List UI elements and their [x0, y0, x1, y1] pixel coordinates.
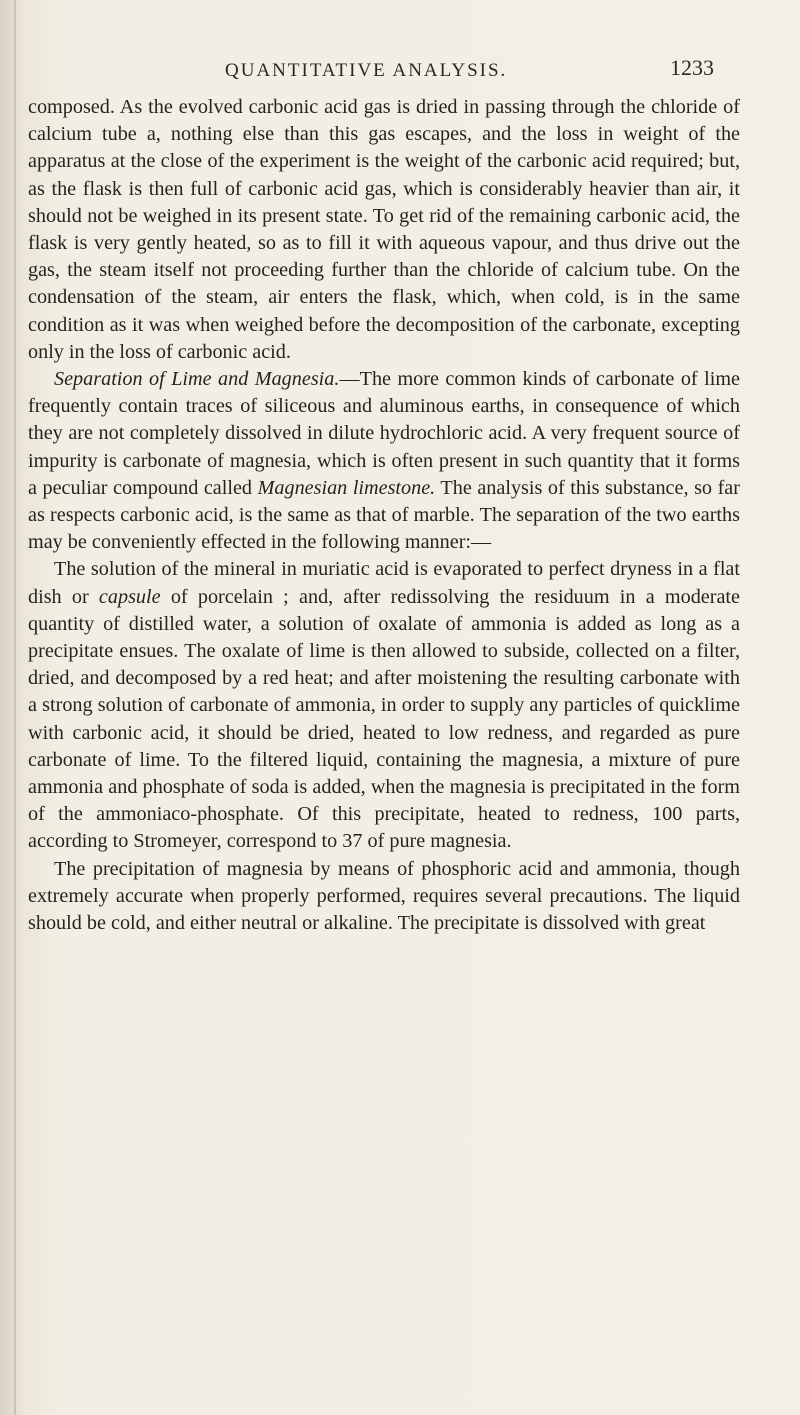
term-magnesian-limestone: Magnesian limestone. [257, 476, 436, 499]
paragraph-precipitation: The precipitation of magnesia by means of phosphoric acid and ammonia, though extremely accurate when properly performed, requires several precautions. The liquid should be cold, and either neutral or alkaline. The precipitate is dissolved with great [28, 857, 740, 935]
page-number: 1233 [670, 55, 714, 80]
paragraph-carbonic-acid: composed. As the evolved carbonic acid gas is dried in passing through the chloride of calcium tube a, nothing else than this gas escapes, and the loss in weight of the apparatus at the close of the experiment is the weight of the carbonic acid required; but, as the flask is then full of carbonic acid gas, which is considerably heavier than air, it should not be weighed in its present state. To get rid of the remaining carbonic acid, the flask is very gently heated, so as to fill it with aqueous vapour, and thus drive out the gas, the steam itself not proceeding further than the chloride of calcium tube. On the condensation of the steam, air enters the flask, which, when cold, is in the same condition as it was when weighed before the decomposition of the carbonate, excepting only in the loss of carbonic acid. [28, 96, 740, 363]
running-title: QUANTITATIVE ANALYSIS. [225, 60, 508, 81]
paragraph-lime-magnesia-text-a: —The more common kinds of carbonate of lime frequently contain traces of siliceous and aluminous earths, in consequence of which they are not completely dissolved in dilute hydrochloric acid. A very frequent source of impurity is carbonate of magnesia, which is often present in such quantity that it forms a peculiar compound called [28, 368, 740, 499]
paragraph-solution-text-a: The solution of the mineral in muriatic acid is evaporated to perfect dryness in a flat dish or [28, 558, 740, 608]
paragraph-lime-magnesia-text-b: The analysis of this substance, so far as respects carbonic acid, is the same as that of marble. The separation of the two earths may be conveniently effected in the following manner:— [28, 476, 740, 554]
paragraph-solution-text-b: of porcelain ; and, after redissolving the residuum in a moderate quantity of distilled water, a solution of oxalate of ammonia is added as long as a precipitate ensues. The oxalate of lime is then allowed to subside, collected on a filter, dried, and decomposed by a red heat; and after moistening the resulting carbonate with a strong solution of carbonate of ammonia, in order to supply any particles of quicklime with carbonic acid, it should be dried, heated to low redness, and regarded as pure carbonate of lime. To the filtered liquid, containing the magnesia, a mixture of pure ammonia and phosphate of soda is added, when the magnesia is precipitated in the form of the ammoniaco-phosphate. Of this precipitate, heated to redness, 100 parts, according to Stromeyer, correspond to 37 of pure magnesia. [28, 585, 740, 853]
body-text [28, 94, 740, 937]
page-gutter-shadow [14, 0, 16, 1415]
paragraph-lime-magnesia [28, 366, 740, 556]
term-capsule: capsule [98, 585, 161, 608]
paragraph-solution-procedure [28, 556, 740, 855]
section-heading-lime-magnesia: Separation of Lime and Magnesia. [54, 368, 340, 391]
